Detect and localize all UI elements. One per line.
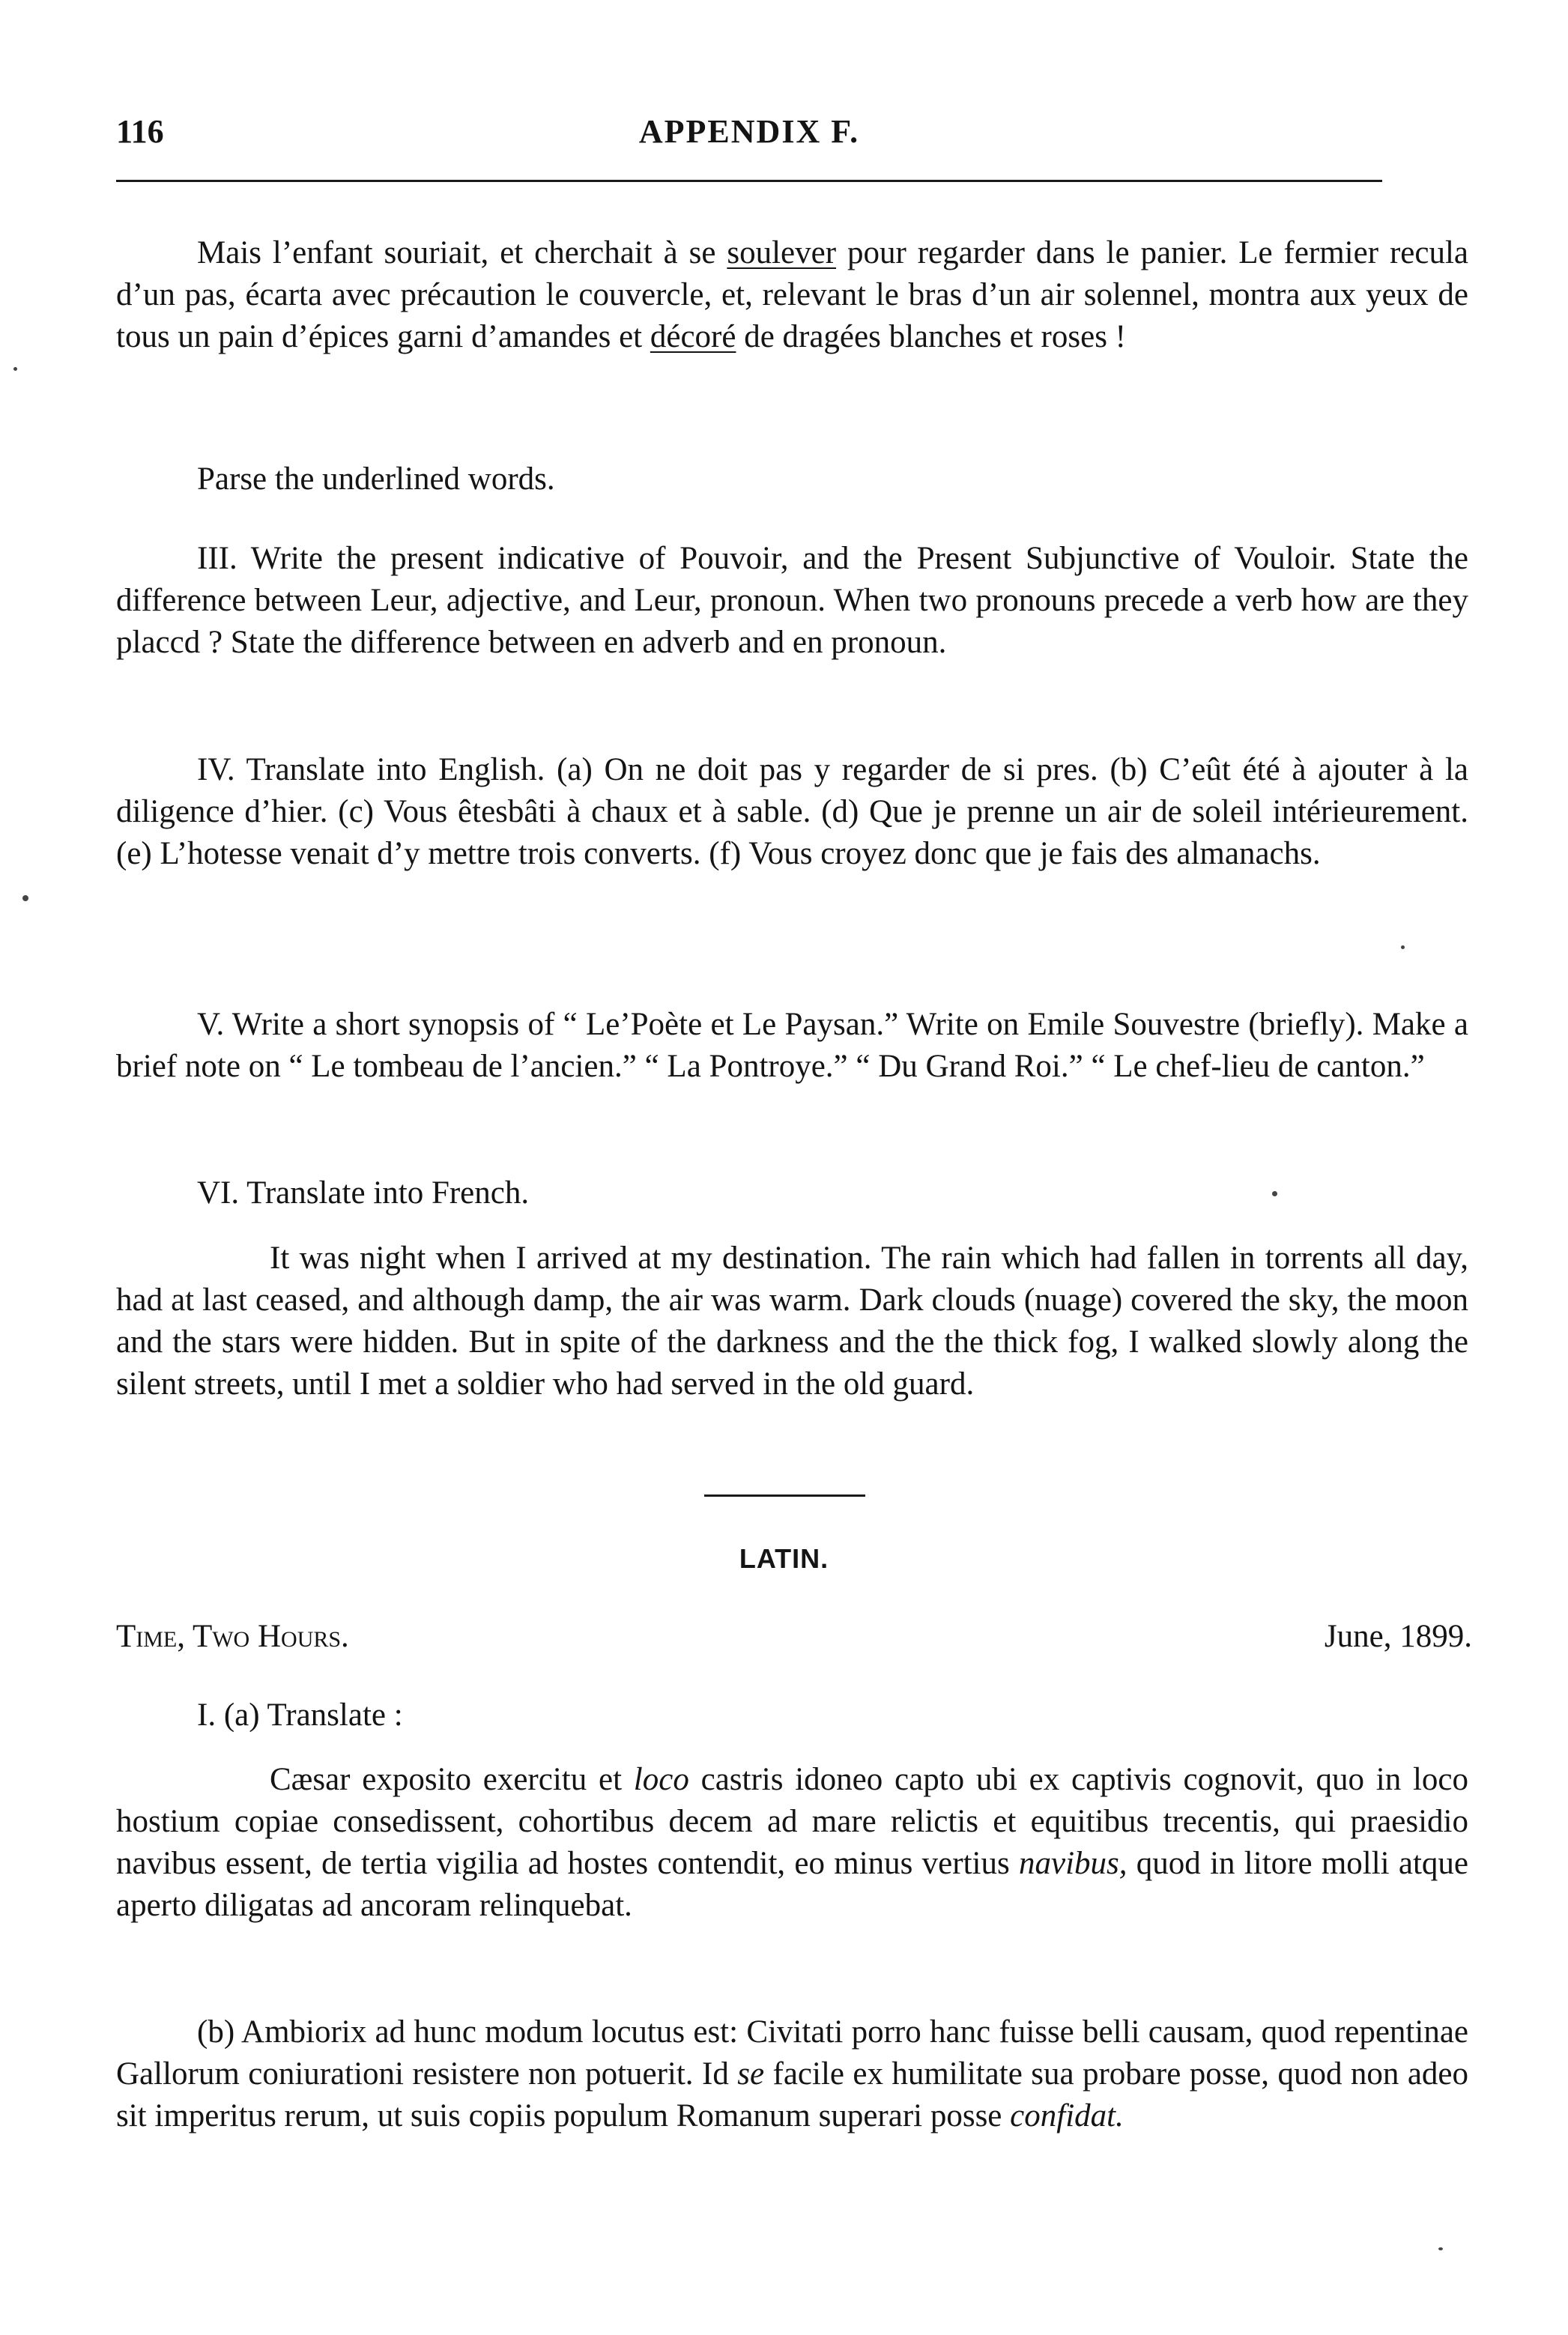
- italic-word: navibus,: [1019, 1846, 1127, 1881]
- latin-passage-a-text: [116, 1759, 1468, 1927]
- section-divider: [704, 1494, 865, 1497]
- question-3: [116, 538, 1468, 664]
- passage-text: facile ex humilitate sua probare posse, quod non adeo sit imperitus rerum, ut suis copiis populum Romanum superari posse: [116, 2056, 1468, 2133]
- section-heading-latin: LATIN.: [739, 1543, 829, 1574]
- latin-question-1a: [116, 1695, 1468, 1736]
- italic-word: loco: [633, 1762, 689, 1797]
- passage-text: pour regarder dans le panier. Le fermier recula d’un pas, écarta avec précaution le couvercle, et, relevant le bras d’un air solennel, montra aux yeux de tous un pain d’épices garni d’amandes et: [116, 235, 1468, 354]
- page-title: APPENDIX F.: [638, 113, 860, 150]
- parse-instruction-block: [116, 458, 1468, 500]
- scan-speck: [13, 367, 17, 371]
- italic-word: confidat.: [1010, 2098, 1124, 2133]
- passage-text: quod in litore molli atque aperto diligatas ad ancoram relinquebat.: [116, 1846, 1468, 1923]
- question-3-text: III. Write the present indicative of Pouvoir, and the Present Subjunctive of Vouloir. State the difference between Leur, adjective, and Leur, pronoun. When two pronouns precede a verb how are they placcd ? State the difference between en adverb and en pronoun.: [116, 541, 1468, 660]
- page-number: 116: [116, 113, 164, 150]
- question-4-text: IV. Translate into English. (a) On ne doit pas y regarder de si pres. (b) C’eût été à ajouter à la diligence d’hier. (c) Vous êtesbâti à chaux et à sable. (d) Que je prenne un air de soleil intérieurement. (e) L’hotesse venait d’y mettre trois converts. (f) Vous croyez donc que je fais des almanachs.: [116, 752, 1468, 871]
- scan-speck: [1401, 945, 1405, 949]
- exam-time: Time, Two Hours.: [116, 1619, 349, 1654]
- passage-text: de dragées blanches et roses !: [736, 319, 1126, 354]
- passage-text: Cæsar exposito exercitu et: [270, 1762, 634, 1797]
- question-5: [116, 1004, 1468, 1088]
- passage-text: castris idoneo capto ubi ex captivis cognovit, quo in loco hostium copiae consedissent, cohortibus decem ad mare relictis et equitibus trecentis, qui praesidio navibus essent, de tertia vigilia ad hostes contendit, eo minus vertius: [116, 1762, 1468, 1881]
- question-4: [116, 749, 1468, 875]
- page-header: [116, 112, 1382, 157]
- question-6: [116, 1172, 1468, 1214]
- underlined-word: soulever: [727, 235, 837, 270]
- french-passage: [116, 232, 1468, 358]
- english-passage-text: It was night when I arrived at my destination. The rain which had fallen in torrents all day, had at last ceased, and although damp, the air was warm. Dark clouds (nuage) covered the sky, the moon and the stars were hidden. But in spite of the darkness and the the thick fog, I walked slowly along the silent streets, until I met a soldier who had served in the old guard.: [116, 1241, 1468, 1402]
- header-rule: [116, 180, 1382, 182]
- parse-instruction: Parse the underlined words.: [197, 461, 555, 497]
- latin-question-1a-text: I. (a) Translate :: [197, 1698, 403, 1733]
- exam-info: [116, 1618, 1472, 1660]
- italic-word: se: [737, 2056, 765, 2092]
- question-6-passage: [116, 1238, 1468, 1405]
- underlined-word: décoré: [650, 319, 736, 354]
- passage-text: Mais l’enfant souriait, et cherchait à se: [197, 235, 727, 270]
- scan-speck: [1272, 1191, 1277, 1196]
- exam-date: June, 1899.: [1324, 1619, 1472, 1654]
- scan-speck: [22, 895, 28, 901]
- passage-text: (b) Ambiorix ad hunc modum locutus est: Civitati porro hanc fuisse belli causam, quod repentinae Gallorum coniurationi resistere non potuerit. Id: [116, 2014, 1468, 2092]
- question-5-text: V. Write a short synopsis of “ Le’Poète et Le Paysan.” Write on Emile Souvestre (briefly). Make a brief note on “ Le tombeau de l’ancien.” “ La Pontroye.” “ Du Grand Roi.” “ Le chef-lieu de canton.”: [116, 1007, 1468, 1084]
- question-6-text: VI. Translate into French.: [197, 1175, 530, 1211]
- scan-speck: [1438, 2247, 1443, 2250]
- latin-passage-a: [116, 1759, 1468, 1927]
- passage-paragraph: [116, 232, 1468, 358]
- latin-passage-b: [116, 2011, 1468, 2137]
- latin-passage-b-text: [116, 2011, 1468, 2137]
